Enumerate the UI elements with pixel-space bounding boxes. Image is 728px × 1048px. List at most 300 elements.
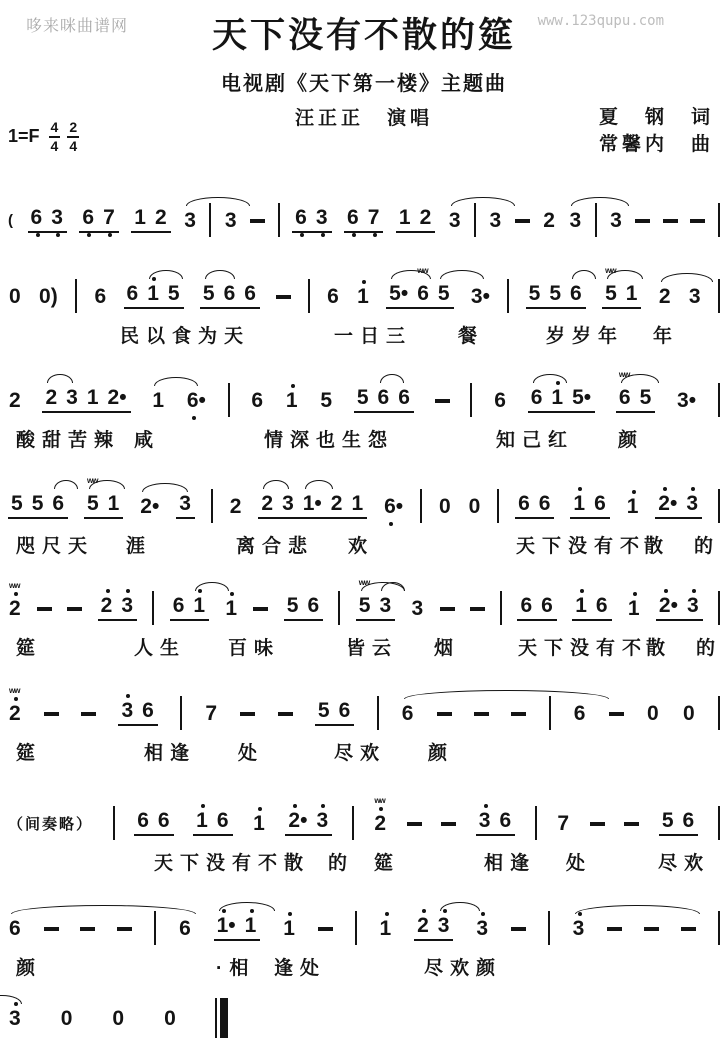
note: 1 [285, 390, 299, 411]
octave-dot-above [126, 589, 130, 593]
watermark-left: 哆来咪曲谱网 [26, 18, 129, 35]
lyric-segment: 人生 [134, 638, 187, 659]
held-note-dash [407, 822, 422, 826]
final-barline-thick [220, 998, 228, 1038]
octave-dot-below [373, 233, 377, 237]
held-note-dash [644, 927, 659, 931]
lyric-segment: 天下没有不 [516, 536, 647, 557]
held-note-dash [441, 822, 456, 826]
beam-group [354, 387, 414, 413]
slur-arc [11, 905, 196, 914]
lyric-segment: 欢 [348, 536, 375, 557]
barline [718, 203, 720, 237]
held-note-dash [240, 712, 255, 716]
music-system [8, 476, 721, 561]
note: 3 [475, 918, 489, 939]
beam-group [134, 810, 173, 836]
note: 6 [595, 594, 608, 617]
lyrics-row [8, 738, 720, 766]
lyrics-row [8, 321, 720, 349]
held-note-dash [67, 607, 82, 611]
note: 1 [151, 390, 165, 411]
note: 1 [625, 282, 638, 305]
mordent-icon: ww [417, 266, 428, 275]
watermark-right: www.123qupu.com [537, 13, 664, 29]
barline [718, 911, 720, 945]
lyric-segment: 岁岁年 [546, 326, 625, 347]
note: 3 [8, 1008, 22, 1029]
octave-dot-above [632, 490, 636, 494]
lyric-segment: 逢处 [274, 958, 327, 979]
octave-dot-above [484, 804, 488, 808]
note: 1 [86, 386, 99, 409]
mordent-icon: ww [605, 266, 616, 275]
note: 6 ww [417, 266, 429, 305]
note: 3 [437, 915, 451, 936]
note: 2• [107, 386, 127, 409]
subtitle: 电视剧《天下第一楼》主题曲 [221, 73, 507, 95]
lyric-segment: 烟 [434, 638, 461, 659]
music-system [8, 370, 720, 455]
note: 1 [244, 915, 258, 936]
note: 0 [9, 284, 21, 308]
lyric-segment: 颜 [618, 430, 645, 451]
note: 2• [139, 496, 160, 517]
lyric-segment: 筵 [374, 853, 401, 874]
note: 0) [39, 284, 58, 308]
note: 6 [81, 207, 95, 228]
lyric-segment: 咫尺天 [16, 536, 95, 557]
mordent-icon: ww [358, 578, 370, 587]
note: 3• [470, 284, 490, 308]
beam-group [98, 595, 137, 621]
held-note-dash [250, 219, 265, 223]
note: 3 [685, 493, 699, 514]
beam-group [214, 915, 261, 941]
barline [595, 203, 597, 237]
lyrics-row [8, 531, 720, 559]
note: 3 [411, 596, 424, 620]
note: 2 [260, 493, 274, 514]
lyric-segment: 咸 [134, 430, 161, 451]
music-system [8, 578, 723, 663]
slur-arc [219, 902, 275, 911]
note: 0 [164, 1006, 176, 1030]
lyrics-row [8, 953, 720, 981]
credits [599, 104, 714, 158]
note: 2 [416, 915, 430, 936]
octave-dot-below [300, 233, 304, 237]
note: 2• [658, 595, 679, 616]
beam-group [344, 207, 383, 233]
music-system [8, 905, 720, 983]
beam-group [659, 810, 698, 836]
time-signatures [49, 120, 80, 153]
note: 6• [186, 390, 207, 411]
held-note-dash [44, 712, 59, 716]
beam-group [386, 266, 453, 309]
note: 5 [31, 492, 44, 515]
slur-arc [186, 197, 250, 206]
note: 3 [179, 492, 191, 515]
beam-group [315, 700, 354, 726]
note: 6 [682, 809, 695, 832]
held-note-dash [470, 607, 485, 611]
barline [308, 279, 310, 313]
barline [718, 696, 720, 730]
note: 0 [112, 1006, 125, 1030]
held-note-dash [609, 712, 624, 716]
note: 5 [639, 386, 652, 409]
note: 5 [286, 594, 299, 617]
note: 3 [66, 386, 78, 409]
score [8, 168, 723, 1047]
beam-group [284, 595, 323, 621]
note: 1 [195, 810, 209, 831]
beam-group [124, 283, 184, 309]
lyric-segment: 散 [284, 853, 311, 874]
beam-group [572, 595, 611, 621]
lyric-segment: 散 [646, 638, 673, 659]
note: 5 [528, 282, 541, 305]
inline-annotation: ( [8, 211, 15, 229]
lyrics-row [8, 633, 723, 661]
final-barline [215, 998, 228, 1038]
held-note-dash [117, 927, 132, 931]
octave-dot-below [36, 233, 40, 237]
beam-group [84, 476, 123, 519]
slur-arc [451, 197, 515, 206]
slur-arc [54, 480, 78, 489]
note: 5 [549, 282, 562, 305]
note: 5 ww [86, 493, 100, 514]
note: 0 [468, 494, 481, 518]
note: 1 [192, 595, 206, 616]
octave-dot-below [108, 233, 112, 237]
time-signature [67, 120, 79, 153]
octave-dot-above [222, 909, 226, 913]
lyric-segment: 尽欢颜 [424, 958, 503, 979]
octave-dot-above [691, 487, 695, 491]
note: 3 [315, 207, 329, 228]
lyric-segment: 年 [653, 326, 680, 347]
note: 6 [327, 284, 339, 308]
beam-group [515, 493, 554, 519]
lyric-segment: 的 [696, 638, 723, 659]
lyric-segment: 相逢 [144, 743, 197, 764]
beam-group [79, 207, 118, 233]
note: 6 [223, 282, 236, 305]
time-signature [49, 120, 61, 153]
slur-arc [575, 905, 700, 914]
beam-group [292, 207, 331, 233]
beam-group [131, 207, 170, 233]
beam-group [42, 387, 130, 413]
music-system [8, 266, 720, 351]
note: 6 [126, 282, 139, 305]
octave-dot-above [198, 589, 202, 593]
composer-credit: 常馨内 曲 [598, 134, 714, 155]
lyric-segment: 天下没有不 [154, 853, 285, 874]
slur-arc [661, 273, 713, 282]
beam-group [285, 810, 332, 836]
note: 6 [216, 809, 229, 832]
held-note-dash [690, 219, 705, 223]
note: 6 [94, 284, 107, 308]
note: 0 [438, 494, 451, 518]
lyrics-row [8, 425, 720, 453]
note: 1 [626, 496, 640, 517]
music-system [8, 197, 720, 245]
barline [377, 696, 379, 730]
beam-group [655, 493, 702, 519]
slur-arc [404, 690, 609, 699]
sheet-music-page [0, 8, 728, 1048]
notes-row [8, 266, 720, 319]
octave-dot-above [106, 589, 110, 593]
octave-dot-above [293, 804, 297, 808]
held-note-dash [80, 927, 95, 931]
barline [718, 383, 720, 417]
beam-group [8, 493, 68, 519]
note: 5 [167, 282, 180, 305]
slur-arc [47, 374, 73, 383]
note: 5• [572, 386, 592, 409]
slur-arc [263, 480, 289, 489]
note: 3 [282, 492, 294, 515]
note: 5 [202, 283, 216, 304]
beam-group [170, 595, 209, 621]
mordent-icon: ww [9, 580, 20, 590]
beam-group [616, 370, 655, 413]
lyric-segment: 的 [694, 536, 721, 557]
note: 3 [50, 207, 64, 228]
octave-dot-above [258, 807, 262, 811]
note: 3• [677, 388, 697, 412]
lyric-segment: 一日三 [334, 326, 413, 347]
slur-arc [154, 377, 198, 386]
note: 7 [205, 701, 218, 725]
lyric-segment: 处 [238, 743, 265, 764]
barline [154, 911, 156, 945]
held-note-dash [81, 712, 96, 716]
note: 6 [499, 809, 512, 832]
octave-dot-above [379, 807, 383, 811]
note: 5 [661, 809, 674, 832]
note: 1 [224, 598, 238, 619]
barline [497, 489, 499, 523]
note: 2 [543, 208, 555, 232]
note: 7 [102, 207, 116, 228]
note: 6 [541, 594, 553, 617]
lyric-segment: ·相 [216, 958, 256, 979]
note: 1 [107, 492, 120, 515]
beam-group [28, 207, 67, 233]
octave-dot-below [321, 233, 325, 237]
held-note-dash [511, 927, 526, 931]
lyric-segment: 相逢 [484, 853, 537, 874]
note: 2• [657, 493, 678, 514]
note: 6 [594, 492, 606, 515]
slur-arc [572, 270, 596, 279]
octave-dot-above [481, 912, 485, 916]
note: 6 [294, 207, 308, 228]
note: 6 [307, 594, 320, 617]
note: 5 [437, 283, 451, 304]
note: 6 [569, 283, 583, 304]
held-note-dash [435, 399, 450, 403]
note: 6 [573, 701, 586, 725]
mordent-icon: ww [9, 685, 20, 695]
held-note-dash [278, 712, 293, 716]
held-note-dash [515, 219, 530, 223]
octave-dot-below [389, 522, 393, 526]
lyric-segment: 筵 [16, 743, 43, 764]
lyric-segment: 民以食为天 [120, 326, 251, 347]
slur-arc [380, 374, 404, 383]
note: 0 [682, 701, 695, 725]
song-title: 天下没有不散的筵 [211, 16, 516, 55]
barline [718, 489, 720, 523]
slur-arc [205, 270, 235, 279]
beam-group [396, 207, 435, 233]
barline [152, 591, 154, 625]
beam-group [200, 283, 260, 309]
beam-group [526, 283, 586, 309]
beam-group [602, 266, 641, 309]
lyric-segment: 筵 [16, 638, 43, 659]
lyric-segment: 百味 [228, 638, 281, 659]
barline [113, 806, 115, 840]
notes-row [8, 905, 720, 951]
lyric-segment: 酸甜苦辣 [16, 430, 121, 451]
note: 3 [489, 208, 502, 232]
beam-group [476, 810, 515, 836]
slur-arc [0, 995, 22, 1004]
held-note-dash [607, 927, 622, 931]
note: 6 [338, 699, 351, 722]
mordent-icon: ww [618, 370, 630, 379]
barline [470, 383, 472, 417]
note: 2 [100, 595, 114, 616]
lyricist-credit: 夏 钢 词 [598, 107, 714, 128]
meter-denominator: 4 [50, 137, 59, 154]
octave-dot-above [291, 384, 295, 388]
octave-dot-above [14, 697, 18, 701]
octave-dot-above [580, 589, 584, 593]
held-note-dash [440, 607, 455, 611]
note: 3 [568, 210, 582, 231]
note: 6 [494, 388, 506, 412]
note: 1 [550, 387, 564, 408]
octave-dot-above [230, 592, 234, 596]
meter-numerator: 2 [67, 120, 79, 138]
octave-dot-above [14, 1002, 18, 1006]
note: 3 [120, 700, 134, 721]
beam-group [570, 493, 609, 519]
notes-row [8, 795, 720, 846]
note: 2 ww [9, 685, 21, 725]
note: 6 [251, 388, 264, 412]
note: 0 [647, 701, 659, 725]
note: 3 [688, 284, 701, 308]
octave-dot-above [152, 277, 156, 281]
note: 1 [572, 493, 586, 514]
barline [338, 591, 340, 625]
held-note-dash [624, 822, 639, 826]
note: 6 [401, 703, 415, 724]
lyric-segment: 知己红 [496, 430, 575, 451]
note: 6 [157, 809, 170, 832]
barline [718, 279, 720, 313]
note: 6 [179, 916, 191, 940]
note: 6 [51, 493, 65, 514]
note: 5• [388, 283, 409, 304]
barline [535, 806, 537, 840]
beam-group [656, 595, 703, 621]
note: 2 [154, 206, 167, 229]
note: 1• [216, 915, 237, 936]
barline [718, 591, 720, 625]
lyric-segment: 天下没有不 [518, 638, 649, 659]
note: 3 [448, 210, 462, 231]
octave-dot-above [14, 592, 18, 596]
note: 7 [557, 811, 570, 835]
note: 3 [686, 595, 700, 616]
lyrics-row [8, 848, 720, 876]
note: 3 [183, 210, 197, 231]
note: 2 [9, 388, 21, 412]
held-note-dash [253, 607, 268, 611]
note: 3 [378, 595, 392, 616]
note: 0 [60, 1006, 73, 1030]
octave-dot-above [556, 381, 560, 385]
note: 6 [538, 492, 551, 515]
barline [548, 911, 550, 945]
lyric-segment: 散 [644, 536, 671, 557]
key-label: 1=F [8, 126, 40, 147]
barline [474, 203, 476, 237]
note: 6 [172, 594, 185, 617]
beam-group [176, 493, 195, 519]
note: 1 [134, 206, 146, 229]
note: 5 [356, 386, 369, 409]
note: 3 [610, 208, 622, 232]
note: 6 [137, 809, 149, 832]
held-note-dash [318, 927, 333, 931]
note: 3 [120, 595, 134, 616]
note: 1 [574, 595, 588, 616]
octave-dot-above [633, 592, 637, 596]
note: 2 [330, 492, 343, 515]
slur-arc [142, 483, 188, 492]
octave-dot-above [692, 589, 696, 593]
note: 3 [478, 810, 492, 831]
note: 6 [530, 387, 544, 408]
note: 2 [44, 387, 58, 408]
notes-row [8, 578, 720, 631]
slur-arc [533, 374, 567, 383]
beam-group [414, 915, 453, 941]
beam-group [258, 493, 367, 519]
note: 2 [658, 286, 672, 307]
lyric-segment: 情深也生怨 [264, 430, 395, 451]
barline [209, 203, 211, 237]
barline [211, 489, 213, 523]
music-system [8, 685, 720, 768]
lyric-segment: 颜 [16, 958, 43, 979]
note: 6 [518, 492, 530, 515]
